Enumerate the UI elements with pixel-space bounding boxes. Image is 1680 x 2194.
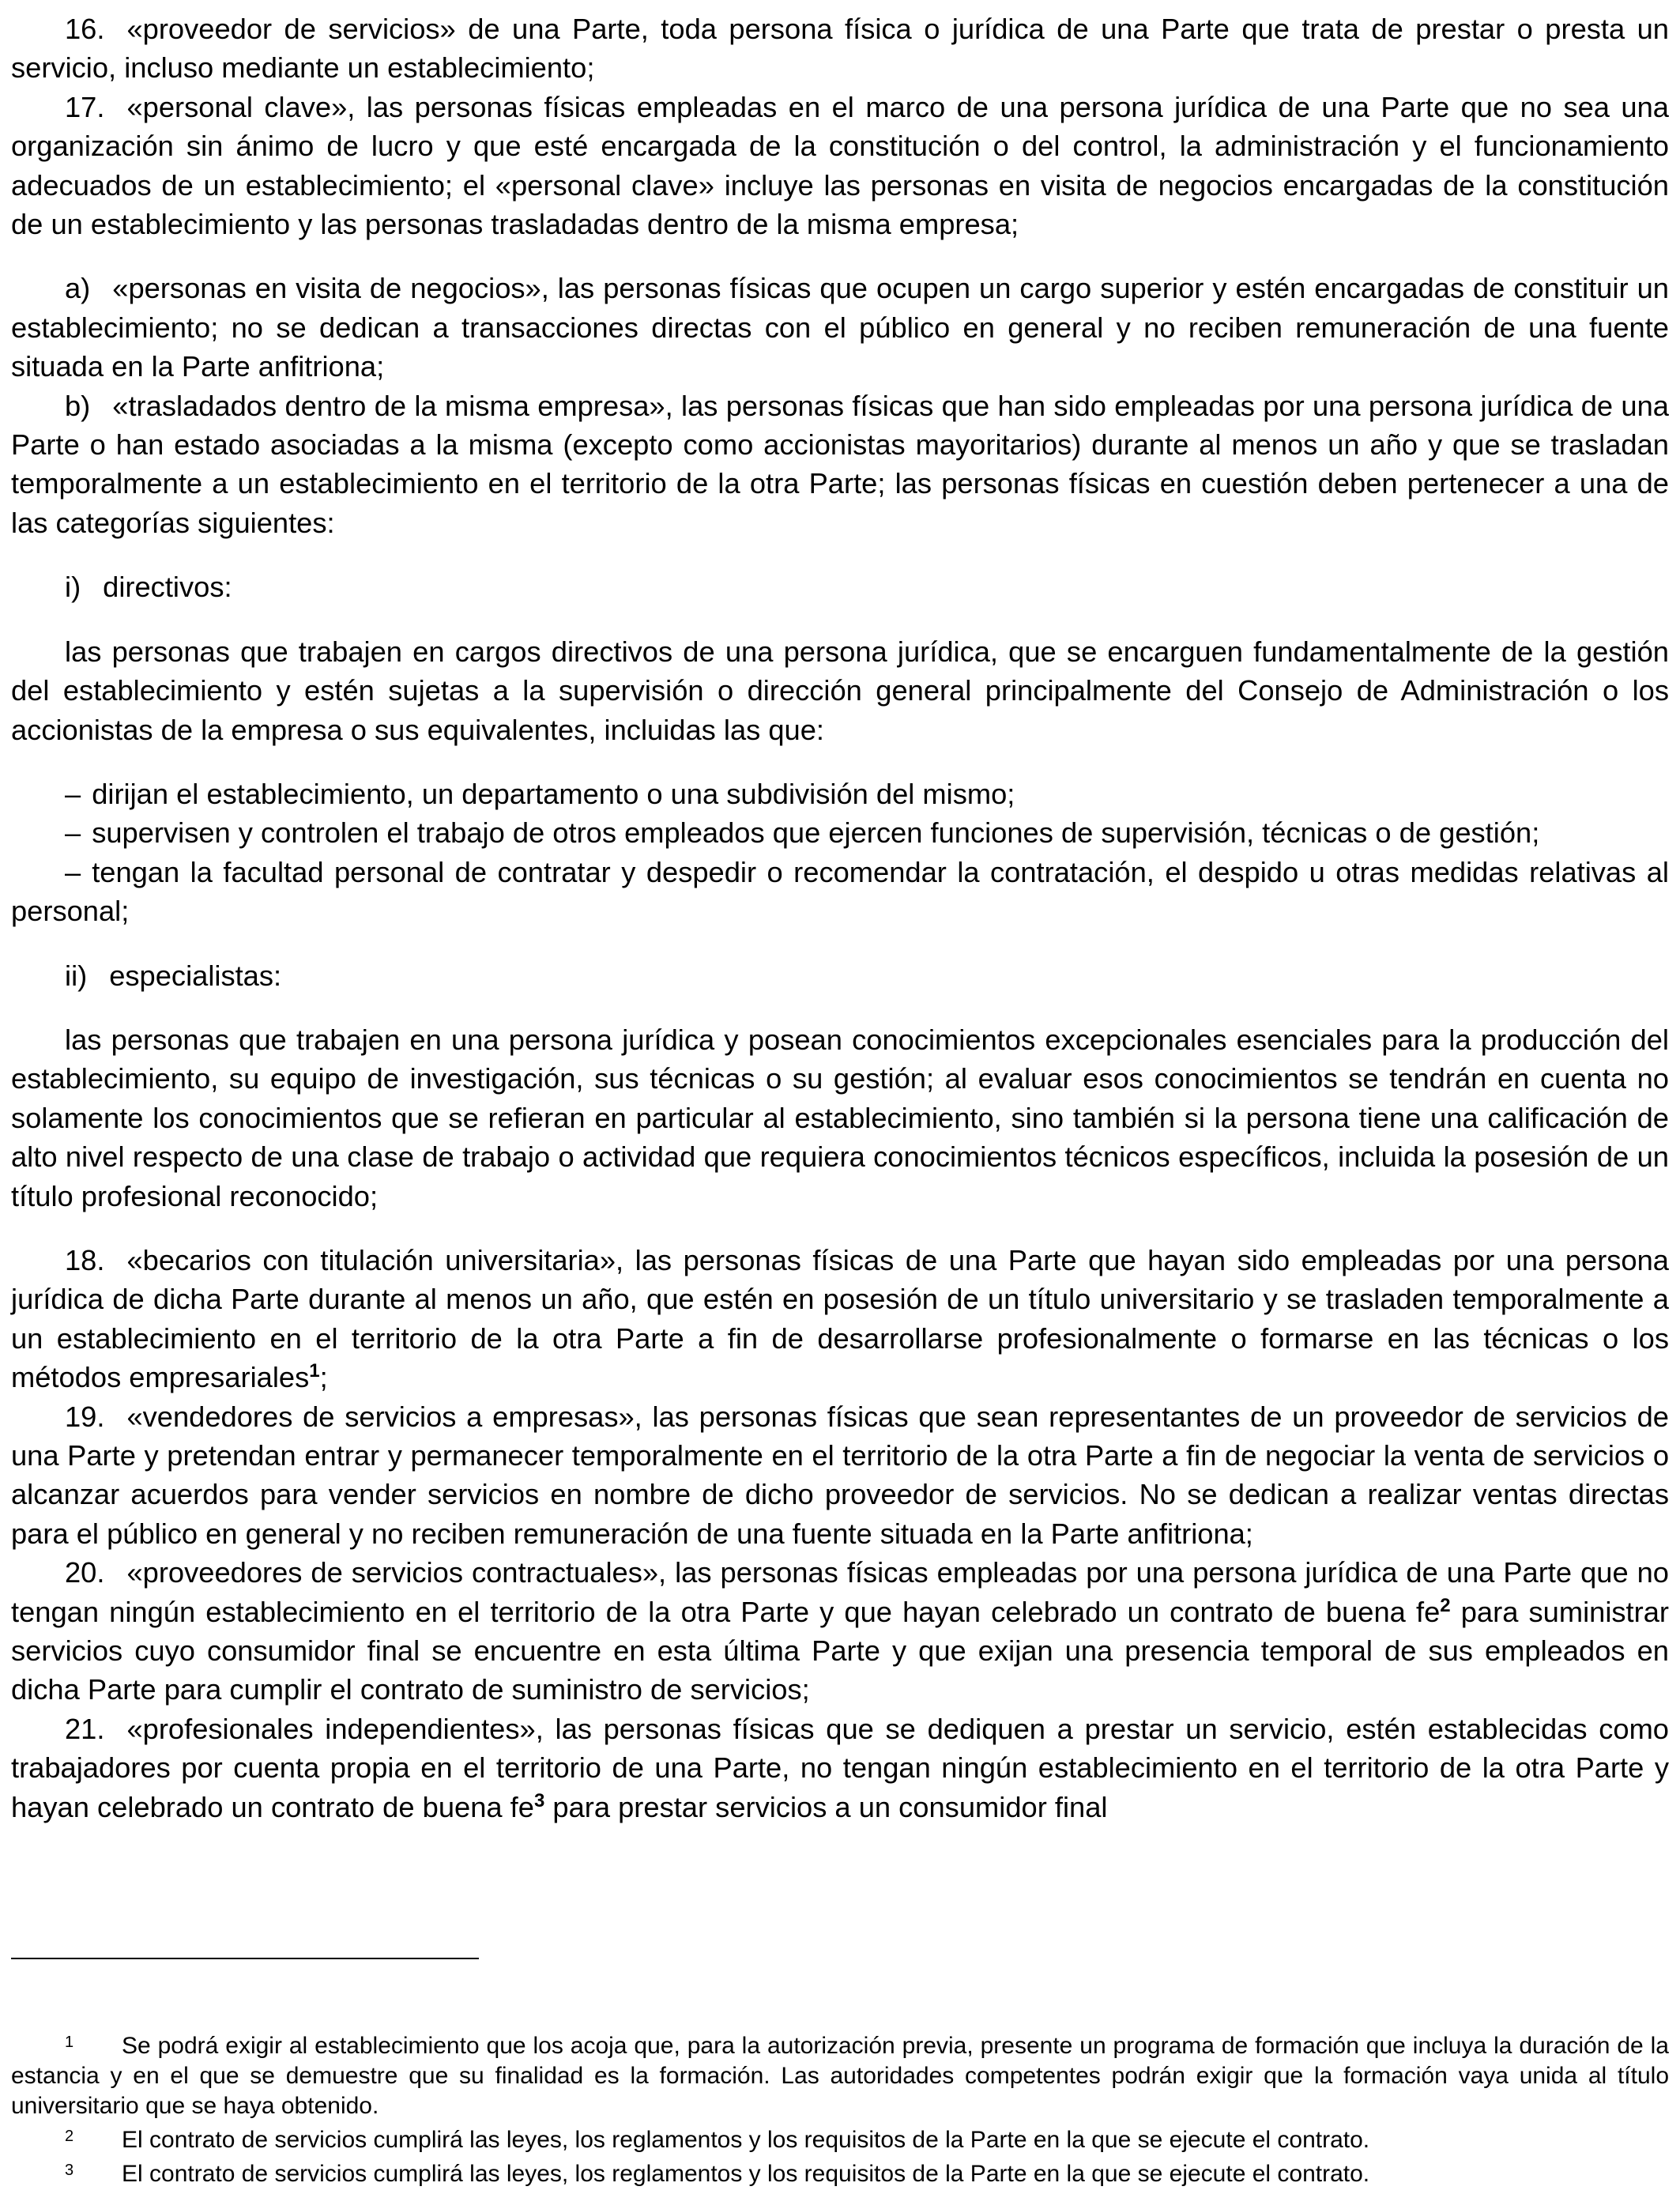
footnote-1 bbox=[11, 2027, 1669, 2121]
item-text: tengan la facultad personal de contratar y despedir o recomendar la contratación, el despido u otras medidas relativas al personal; bbox=[11, 855, 1669, 928]
item-number: 18. bbox=[65, 1243, 105, 1276]
especialistas-description bbox=[11, 1020, 1669, 1216]
footnote-reference[interactable]: 3 bbox=[533, 1789, 545, 1811]
item-label: i) bbox=[65, 571, 81, 604]
item-text: «personas en visita de negocios», las personas físicas que ocupen un cargo superior y estén encargadas de constituir un establecimiento; no se dedican a transacciones directas con el público en general y no reciben remuneración de una fuente situada en la Parte anfitriona; bbox=[11, 272, 1669, 383]
item-number: 19. bbox=[65, 1400, 105, 1433]
item-text: supervisen y controlen el trabajo de otros empleados que ejercen funciones de supervisión, técnicas o de gestión; bbox=[92, 816, 1540, 850]
item-number: 21. bbox=[65, 1712, 105, 1745]
item-text: «trasladados dentro de la misma empresa», las personas físicas que han sido empleadas por una persona jurídica de una Parte o han estado asociadas a la misma (excepto como accionistas mayoritarios) durante al menos un año y que se trasladan temporalmente a un establecimiento en el territorio de la otra Parte; las personas físicas en cuestión deben pertenecer a una de las categorías siguientes: bbox=[11, 389, 1669, 539]
definition-20 bbox=[11, 1553, 1669, 1710]
directivos-description bbox=[11, 632, 1669, 749]
definition-16 bbox=[11, 9, 1669, 88]
item-text: especialistas: bbox=[109, 959, 282, 992]
item-text: las personas que trabajen en cargos directivos de una persona jurídica, que se encarguen fundamentalmente de la gestión del establecimiento y estén sujetas a la supervisión o dirección general principalmente del Consejo de Administración o los accionistas de la empresa o sus equivalentes, incluidas las que: bbox=[11, 635, 1669, 746]
footnote-text: El contrato de servicios cumplirá las leyes, los reglamentos y los requisitos de la Parte en la que se ejecute el contrato. bbox=[122, 2161, 1370, 2187]
dash-mark: – bbox=[65, 816, 81, 850]
dash-mark: – bbox=[65, 777, 81, 810]
item-text: «profesionales independientes», las personas físicas que se dediquen a prestar un servicio, estén establecidas como trabajadores por cuenta propia en el territorio de una Parte, no tengan ningún establecimiento en el territorio de la otra Parte y hayan celebrado un contrato de buena fe bbox=[11, 1712, 1669, 1823]
item-label: b) bbox=[65, 389, 91, 422]
item-number: 17. bbox=[65, 90, 105, 123]
footnote-2 bbox=[11, 2121, 1669, 2155]
item-text: «personal clave», las personas físicas empleadas en el marco de una persona jurídica de una Parte que no sea una organización sin ánimo de lucro y que esté encargada de la constitución o del control, la administración y el funcionamiento adecuados de un establecimiento; el «personal clave» incluye las personas en visita de negocios encargadas de la constitución de un establecimiento y las personas trasladadas dentro de la misma empresa; bbox=[11, 90, 1669, 241]
dash-item-3 bbox=[11, 853, 1669, 931]
definition-17 bbox=[11, 88, 1669, 244]
footnote-3 bbox=[11, 2155, 1669, 2189]
footnotes bbox=[11, 2027, 1669, 2189]
subitem-i bbox=[11, 567, 1669, 606]
item-text: «proveedor de servicios» de una Parte, toda persona física o jurídica de una Parte que trata de prestar o presta un servicio, incluso mediante un establecimiento; bbox=[11, 13, 1669, 85]
definition-19 bbox=[11, 1397, 1669, 1554]
footnote-text: El contrato de servicios cumplirá las leyes, los reglamentos y los requisitos de la Parte en la que se ejecute el contrato. bbox=[122, 2127, 1370, 2153]
footnote-text: Se podrá exigir al establecimiento que los acoja que, para la autorización previa, presente un programa de formación que incluya la duración de la estancia y en el que se demuestre que su finalidad es la formación. Las autoridades competentes podrán exigir que la formación vaya unida al título universitario que se haya obtenido. bbox=[11, 2033, 1669, 2119]
footnote-mark: 2 bbox=[65, 2128, 74, 2145]
item-text: directivos: bbox=[103, 571, 232, 604]
item-label: ii) bbox=[65, 959, 88, 992]
item-label: a) bbox=[65, 272, 91, 305]
item-text: «becarios con titulación universitaria», las personas físicas de una Parte que hayan sido empleadas por una persona jurídica de dicha Parte durante al menos un año, que estén en posesión de un título universitario y se trasladen temporalmente a un establecimiento en el territorio de la otra Parte a fin de desarrollarse profesionalmente o formarse en las técnicas o los métodos empresariales bbox=[11, 1243, 1669, 1394]
item-text: las personas que trabajen en una persona jurídica y posean conocimientos excepcionales esenciales para la producción del establecimiento, su equipo de investigación, sus técnicas o su gestión; al evaluar esos conocimientos se tendrán en cuenta no solamente los conocimientos que se refieran en particular al establecimiento, sino también si la persona tiene una calificación de alto nivel respecto de una clase de trabajo o actividad que requiera conocimientos técnicos específicos, incluida la posesión de un título profesional reconocido; bbox=[11, 1023, 1669, 1212]
subitem-a bbox=[11, 269, 1669, 386]
footnote-mark: 3 bbox=[65, 2162, 74, 2179]
item-text: «proveedores de servicios contractuales», las personas físicas empleadas por una persona jurídica de una Parte que no tengan ningún establecimiento en el territorio de la otra Parte y que hayan celebrado un contrato de buena fe bbox=[11, 1556, 1669, 1628]
footnote-separator bbox=[11, 1958, 479, 1959]
subitem-ii bbox=[11, 956, 1669, 995]
item-text-after: para prestar servicios a un consumidor final bbox=[544, 1790, 1108, 1823]
footnote-reference[interactable]: 1 bbox=[309, 1360, 320, 1382]
item-number: 20. bbox=[65, 1556, 105, 1589]
definition-18 bbox=[11, 1241, 1669, 1397]
footnote-mark: 1 bbox=[65, 2034, 74, 2051]
definition-21 bbox=[11, 1710, 1669, 1826]
dash-item-1 bbox=[11, 775, 1669, 813]
item-text-after: para suministrar servicios cuyo consumidor final se encuentre en esta última Parte y que exijan una presencia temporal de sus empleados en dicha Parte para cumplir el contrato de suministro de servicios; bbox=[11, 1595, 1670, 1706]
subitem-b bbox=[11, 386, 1669, 543]
dash-item-2 bbox=[11, 813, 1669, 852]
item-text-after: ; bbox=[319, 1361, 328, 1394]
item-number: 16. bbox=[65, 13, 105, 45]
item-text: «vendedores de servicios a empresas», las personas físicas que sean representantes de un proveedor de servicios de una Parte y pretendan entrar y permanecer temporalmente en el territorio de la otra Parte a fin de negociar la venta de servicios o alcanzar acuerdos para vender servicios en nombre de dicho proveedor de servicios. No se dedican a realizar ventas directas para el público en general y no reciben remuneración de una fuente situada en la Parte anfitriona; bbox=[11, 1400, 1669, 1550]
footnote-reference[interactable]: 2 bbox=[1440, 1594, 1451, 1616]
item-text: dirijan el establecimiento, un departamento o una subdivisión del mismo; bbox=[92, 777, 1015, 810]
dash-mark: – bbox=[65, 855, 81, 888]
